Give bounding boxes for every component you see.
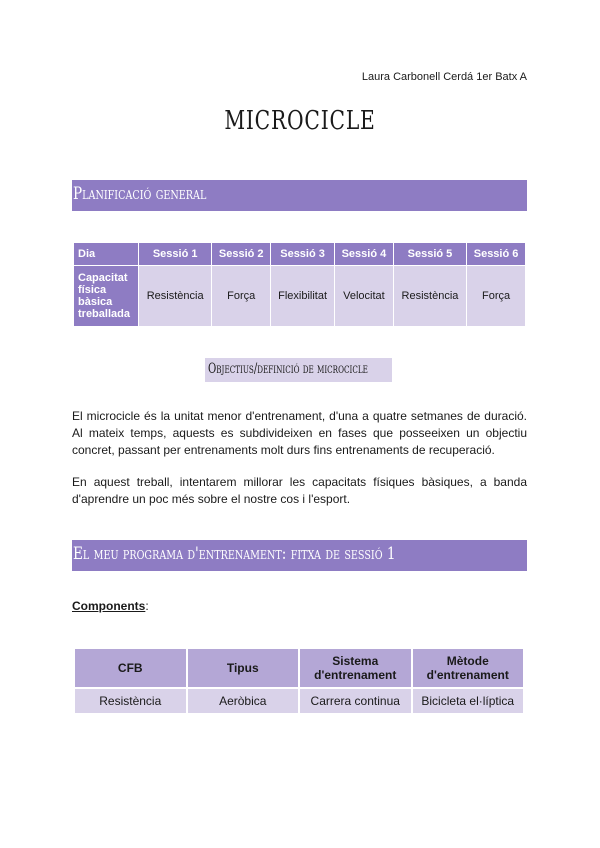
planning-table	[73, 242, 526, 327]
section-banner-programa	[72, 540, 527, 571]
header-cell: Sessió 6	[467, 243, 526, 266]
session-table	[73, 647, 525, 715]
header-cell: Sessió 2	[212, 243, 271, 266]
header-cell-sistema: Sistema d'entrenament	[299, 648, 412, 688]
objectius-heading: Objectius/definició de microcicle	[208, 361, 368, 377]
header-cell: Sessió 3	[271, 243, 335, 266]
table-cell: Resistència	[139, 266, 212, 327]
section-banner-planificacio	[72, 180, 527, 211]
table-row	[74, 266, 526, 327]
author-line: Laura Carbonell Cerdá 1er Batx A	[361, 71, 527, 83]
section-heading: Planificació general	[73, 184, 207, 204]
section-heading: El meu programa d'entrenament: fitxa de sessió 1	[73, 544, 396, 564]
table-cell: Força	[467, 266, 526, 327]
table-cell: Bicicleta el·líptica	[412, 688, 525, 714]
header-cell-cfb: CFB	[74, 648, 187, 688]
header-cell: Sessió 1	[139, 243, 212, 266]
components-label: Components:	[72, 599, 149, 613]
table-cell: Carrera continua	[299, 688, 412, 714]
header-cell: Sessió 4	[335, 243, 394, 266]
header-cell-tipus: Tipus	[187, 648, 300, 688]
objectius-heading-box	[205, 358, 392, 382]
table-cell: Velocitat	[335, 266, 394, 327]
table-header-row	[74, 243, 526, 266]
table-cell: Força	[212, 266, 271, 327]
header-cell: Sessió 5	[393, 243, 466, 266]
table-row	[74, 688, 524, 714]
page-title: MICROCICLE	[224, 106, 376, 136]
header-cell-metode: Mètode d'entrenament	[412, 648, 525, 688]
paragraph-objective: En aquest treball, intentarem millorar les capacitats físiques bàsiques, a banda d'aprendre un poc més sobre el nostre cos i l'esport.	[72, 475, 527, 506]
header-cell-dia: Dia	[74, 243, 139, 266]
paragraph-definition: El microcicle és la unitat menor d'entrenament, d'una a quatre setmanes de duració. Al mateix temps, aquests es subdivideixen en fases que posseeixen un objectiu concret, passant per entrenaments molt durs fins entrenaments de recuperació.	[72, 409, 527, 457]
table-cell: Resistència	[393, 266, 466, 327]
table-cell: Resistència	[74, 688, 187, 714]
table-cell: Aeròbica	[187, 688, 300, 714]
table-header-row	[74, 648, 524, 688]
table-cell: Flexibilitat	[271, 266, 335, 327]
row-label-capacitat: Capacitat física bàsica treballada	[74, 266, 139, 327]
